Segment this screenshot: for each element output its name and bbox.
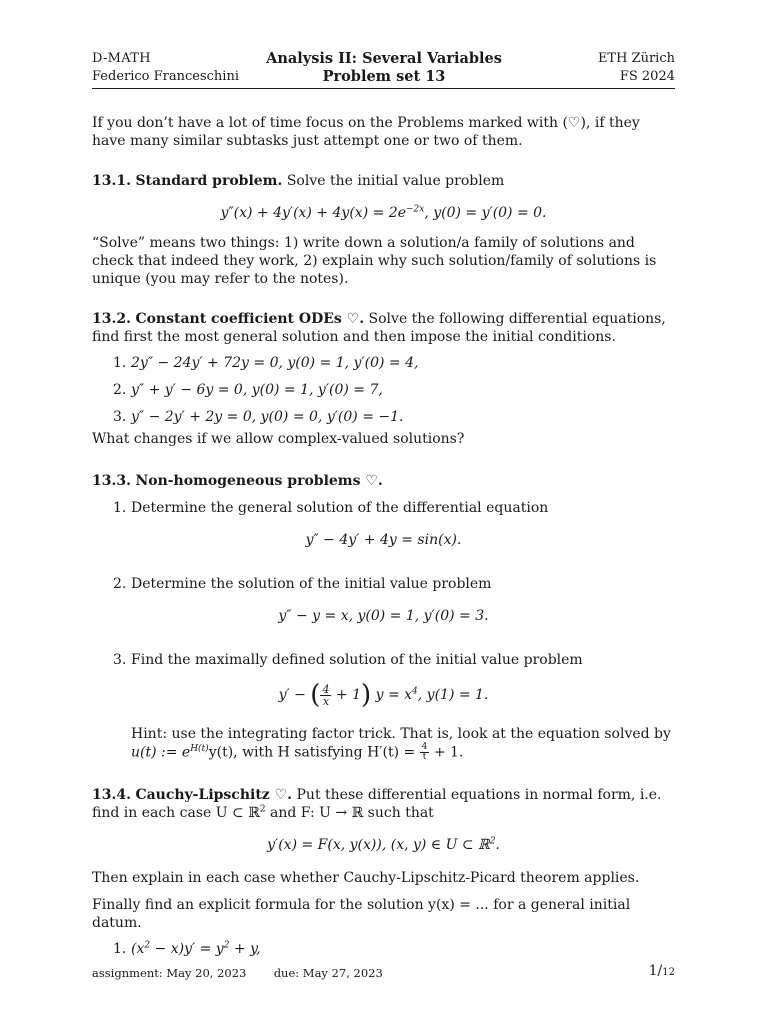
intro-paragraph: If you don’t have a lot of time focus on the Problems marked with (♡), if they have many similar subtasks just attempt one or two of them. [92,115,640,149]
equation-exponent: 2 [489,836,496,847]
fraction-numerator: 4 [421,742,428,752]
item-exponent: 2 [144,940,151,951]
author: Federico Franceschini [92,69,239,84]
problem-number: 13.1. [92,173,131,189]
problem-title: Cauchy-Lipschitz ♡. [135,787,293,803]
eq-part: , y(1) = 1. [417,687,489,703]
fraction-numerator: 4 [322,682,330,696]
problem-13-3-heading [92,472,675,490]
problem-13-4-finally: Finally find an explicit formula for the solution y(x) = ... for a general initial datum. [92,897,631,931]
fraction [420,743,430,762]
item-equation: y″ − 4y′ + 4y = sin(x). [305,532,462,548]
header-center [234,50,534,86]
item-text: Determine the solution of the initial value problem [131,576,492,592]
item-number: 3. [113,652,127,668]
header-left [92,50,239,86]
problem-title: Non-homogeneous problems ♡. [135,473,383,489]
term: FS 2024 [619,69,675,84]
fraction [320,684,331,707]
item-equation: 2y″ − 24y′ + 72y = 0, y(0) = 1, y′(0) = 4, [131,355,419,371]
eq-part: y′ − [278,687,306,703]
left-paren: ( [310,680,321,710]
course-title: Analysis II: Several Variables [266,50,502,67]
problem-13-4-list [92,940,675,958]
list-item [113,354,675,381]
item-equation [92,677,675,713]
problem-13-3-list [92,499,675,762]
footer-dates [92,964,383,982]
hint-line: Hint: use the integrating factor trick. That is, look at the equation solved by [131,726,671,742]
item-exponent: 2 [223,940,230,951]
problem-lead: Solve the initial value problem [286,173,505,189]
item-equation: y″ − 2y′ + 2y = 0, y(0) = 0, y′(0) = −1. [131,409,404,425]
hint-text: + 1. [433,744,464,761]
list-item [113,408,675,430]
hint-block [113,725,675,762]
item-number: 1. [113,355,127,371]
hint-exponent: H(t) [190,743,209,754]
assignment-date: assignment: May 20, 2023 [92,966,247,980]
page-total: 12 [662,967,675,978]
page-number [649,962,675,982]
department: D-MATH [92,51,151,66]
problem-13-2-question: What changes if we allow complex-valued solutions? [92,431,465,447]
item-equation: y″ − y = x, y(0) = 1, y′(0) = 3. [278,608,489,624]
exponent: 2 [259,804,266,815]
item-eq-part: − x)y′ = y [150,941,224,957]
eq-part: y = x [375,687,413,703]
item-equation: y″ + y′ − 6y = 0, y(0) = 1, y′(0) = 7, [131,382,383,398]
header-right [598,50,675,86]
list-item [113,940,675,958]
hint-math: u(t) := e [131,744,191,761]
document-body [92,114,675,958]
eq-part: + 1 [335,687,361,703]
hint-line [131,743,675,762]
right-paren: ) [361,680,372,710]
equation-main: y″(x) + 4y′(x) + 4y(x) = 2e [220,205,406,221]
problem-13-2-list [92,354,675,430]
equation-tail: , y(0) = y′(0) = 0. [424,205,547,221]
problem-13-2-heading [92,310,675,346]
problem-set-title: Problem set 13 [322,68,446,85]
list-item [113,381,675,408]
problem-number: 13.4. [92,787,131,803]
problem-13-1-heading [92,172,675,190]
institution: ETH Zürich [597,51,675,66]
equation-main: y′(x) = F(x, y(x)), (x, y) ∈ U ⊂ ℝ [267,837,490,853]
eq-exponent: 4 [412,686,418,697]
list-item [113,651,675,669]
item-number: 2. [113,576,127,592]
problem-13-1-note: “Solve” means two things: 1) write down a solution/a family of solutions and check that indeed they work, 2) explain why such solution/family of solutions is unique (you may refer to the notes). [92,235,657,287]
item-text: Determine the general solution of the differential equation [131,500,549,516]
problem-title: Constant coefficient ODEs ♡. [135,311,365,327]
equation-tail: . [495,837,500,853]
fraction-denominator: t [422,752,427,762]
fraction-denominator: x [322,694,330,708]
equation-exponent: −2x [405,204,425,215]
item-eq-part: (x [131,941,145,957]
item-number: 3. [113,409,127,425]
item-number: 2. [113,382,127,398]
list-item [113,575,675,593]
list-item [113,499,675,517]
header-rule [92,88,675,89]
item-number: 1. [113,941,127,957]
item-text: Find the maximally defined solution of the initial value problem [131,652,583,668]
problem-title: Standard problem. [135,173,283,189]
problem-number: 13.2. [92,311,131,327]
problem-13-4-equation [92,836,675,854]
problem-lead: Solve the following differential equations, find first the most general solution and then impose the initial conditions. [92,311,666,345]
problem-13-1-equation [92,204,675,222]
item-eq-part: + y, [229,941,261,957]
problem-number: 13.3. [92,473,131,489]
hint-text: y(t), with H satisfying H′(t) = [208,744,416,761]
problem-13-4-heading [92,786,675,822]
due-date: due: May 27, 2023 [273,966,383,980]
problem-13-4-then: Then explain in each case whether Cauchy-Lipschitz-Picard theorem applies. [92,870,640,886]
problem-lead: Put these differential equations in normal form, i.e. find in each case U ⊂ ℝ [92,787,662,821]
item-number: 1. [113,500,127,516]
problem-lead: and F: U → ℝ such that [265,805,434,821]
page-current: 1/ [648,963,663,979]
